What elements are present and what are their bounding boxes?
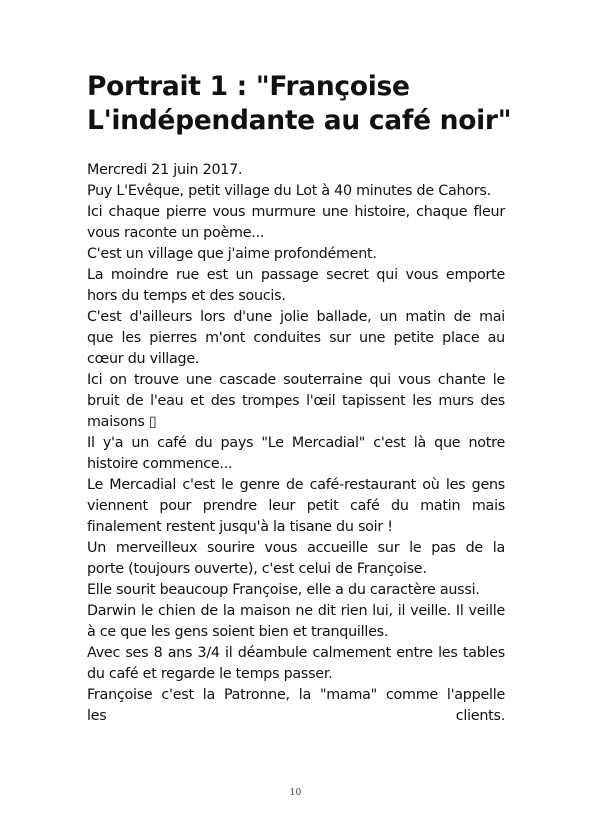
text-line: Un merveilleux sourire vous accueille sur le pas de la [87, 540, 505, 556]
text-line: bruit de l'eau et des trompes l'œil tapissent les murs des [87, 393, 505, 409]
text-line: C'est un village que j'aime profondément. [87, 246, 377, 262]
text-line: Ici chaque pierre vous murmure une histoire, chaque fleur [87, 204, 505, 220]
text-line: Ici on trouve une cascade souterraine qui vous chante le [87, 372, 505, 388]
text-line: maisons ▯ [87, 414, 157, 430]
text-line: cœur du village. [87, 351, 200, 367]
text-line: La moindre rue est un passage secret qui vous emporte [87, 267, 505, 283]
text-line: Darwin le chien de la maison ne dit rien lui, il veille. Il veille [87, 603, 505, 619]
text-line: Puy L'Evêque, petit village du Lot à 40 minutes de Cahors. [87, 183, 491, 199]
text-line: C'est d'ailleurs lors d'une jolie ballade, un matin de mai [87, 309, 505, 325]
text-line: Mercredi 21 juin 2017. [87, 162, 243, 178]
text-line: hors du temps et des soucis. [87, 288, 286, 304]
text-line: Françoise c'est la Patronne, la "mama" comme l'appelle [87, 687, 505, 703]
text-line: porte (toujours ouverte), c'est celui de Françoise. [87, 561, 427, 577]
page-title [87, 70, 517, 138]
text-line: à ce que les gens soient bien et tranquilles. [87, 624, 389, 640]
text-line: du café et regarde le temps passer. [87, 666, 333, 682]
text-line: Il y'a un café du pays "Le Mercadial" c'est là que notre [87, 435, 505, 451]
page-number: 10 [289, 788, 302, 798]
text-line: Elle sourit beaucoup Françoise, elle a du caractère aussi. [87, 582, 480, 598]
text-line: Le Mercadial c'est le genre de café-restaurant où les gens [87, 477, 505, 493]
text-line: Avec ses 8 ans 3/4 il déambule calmement entre les tables [87, 645, 505, 661]
text-line: histoire commence... [87, 456, 233, 472]
body-text [87, 160, 505, 727]
text-line: que les pierres m'ont conduites sur une petite place au [87, 330, 505, 346]
text-line: vous raconte un poème... [87, 225, 265, 241]
title-line-2: L'indépendante au café noir" [87, 105, 512, 136]
text-line: les clients. [87, 708, 505, 724]
text-line: finalement restent jusqu'à la tisane du soir ! [87, 519, 393, 535]
title-line-1: Portrait 1 : "Françoise [87, 71, 410, 102]
text-line: viennent pour prendre leur petit café du matin mais [87, 498, 505, 514]
